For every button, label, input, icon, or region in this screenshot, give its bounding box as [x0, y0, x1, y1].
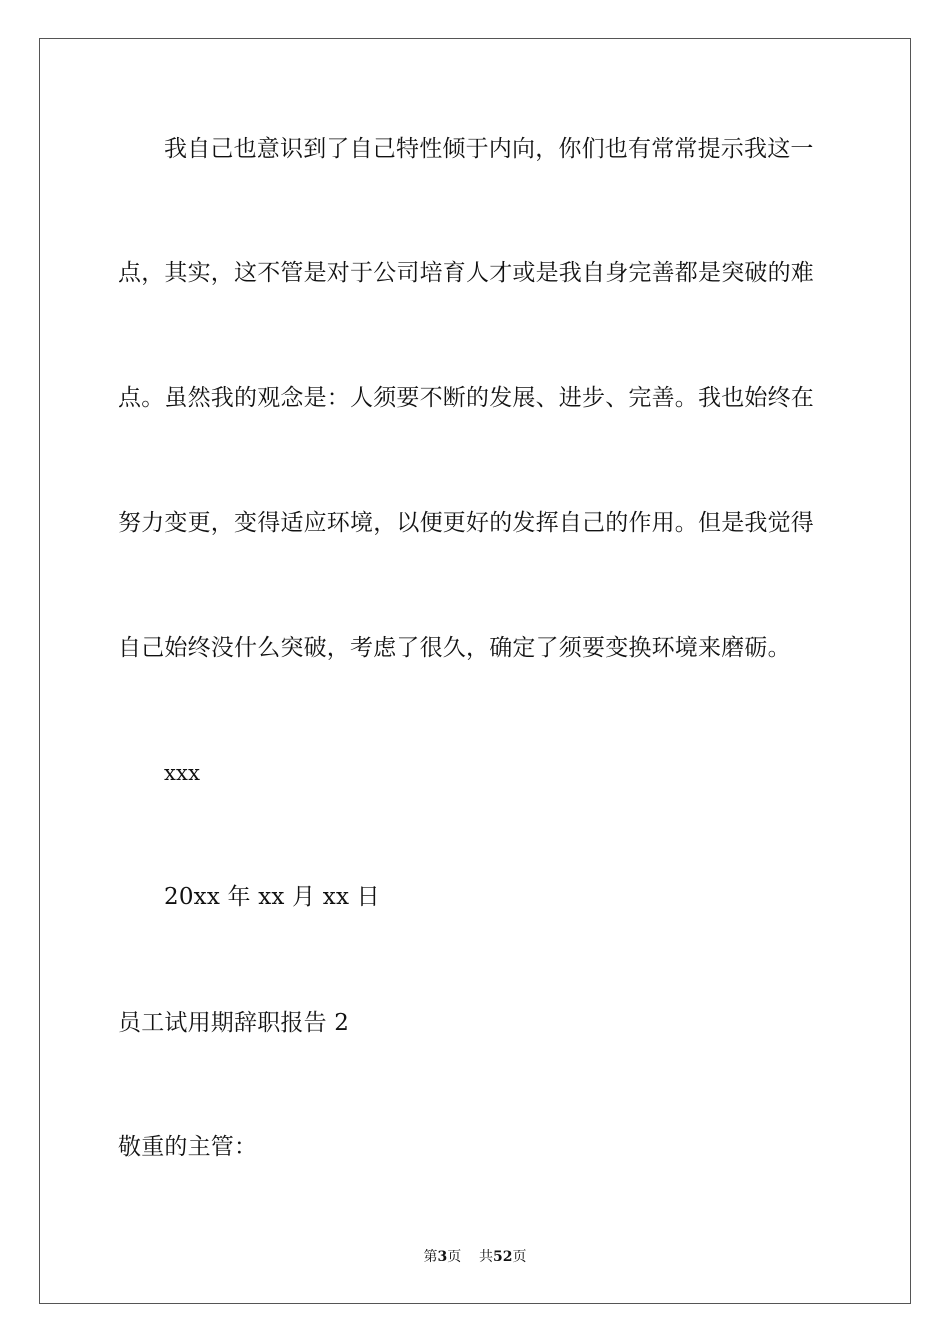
footer-page-number: 3: [437, 1249, 448, 1265]
paragraph-line-5: 自己始终没什么突破，考虑了很久，确定了须要变换环境来磨砺。: [118, 635, 791, 661]
footer-total-pages: 52: [493, 1249, 513, 1265]
footer-page-prefix: 第: [423, 1249, 438, 1265]
footer-total-prefix: 共: [479, 1249, 494, 1265]
date: 20xx 年 xx 月 xx 日: [164, 884, 380, 910]
footer-page-suffix: 页: [447, 1249, 462, 1265]
paragraph-line-1: 我自己也意识到了自己特性倾于内向，你们也有常常提示我这一: [164, 136, 814, 162]
paragraph-line-2: 点，其实，这不管是对于公司培育人才或是我自身完善都是突破的难: [118, 260, 814, 286]
page-border: [39, 38, 911, 1304]
salutation: 敬重的主管：: [118, 1134, 258, 1160]
paragraph-line-4: 努力变更，变得适应环境，以便更好的发挥自己的作用。但是我觉得: [118, 510, 814, 536]
page-footer: [0, 1248, 950, 1266]
footer-total-suffix: 页: [512, 1249, 527, 1265]
section-title: 员工试用期辞职报告 2: [118, 1010, 350, 1036]
paragraph-line-3: 点。虽然我的观念是：人须要不断的发展、进步、完善。我也始终在: [118, 385, 814, 411]
signature: xxx: [164, 761, 201, 785]
